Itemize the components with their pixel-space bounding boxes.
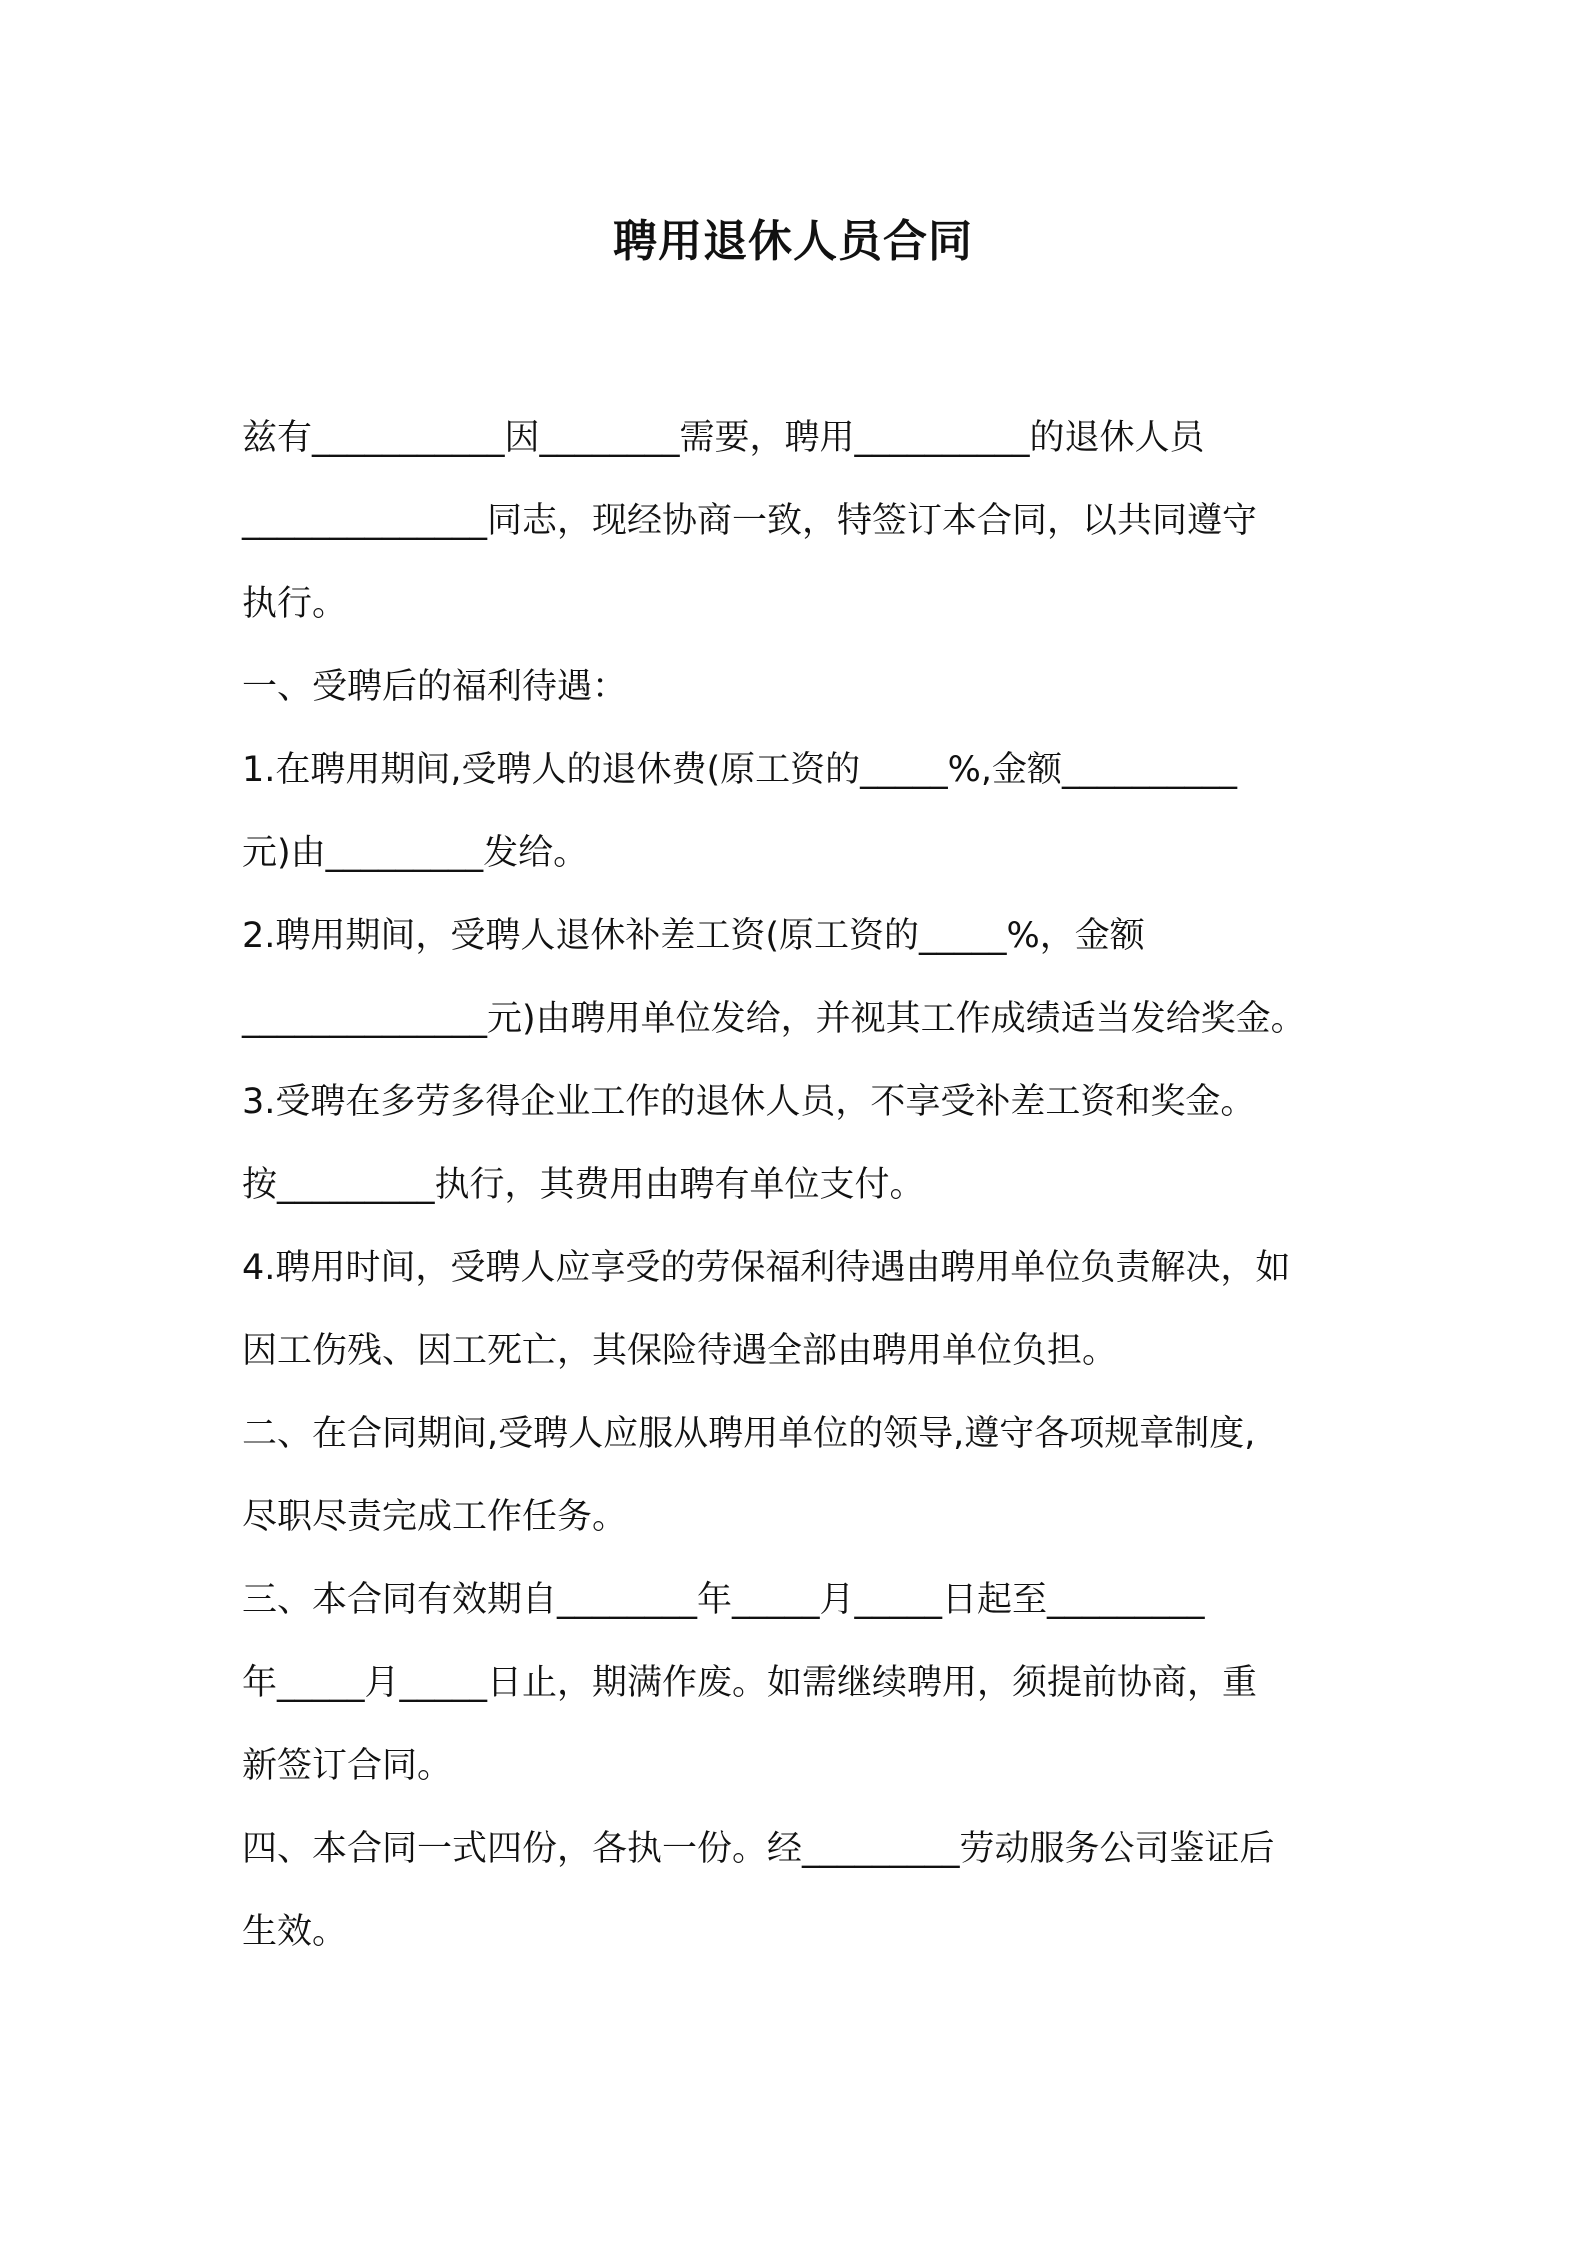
paragraph-line: 新签订合同。 bbox=[242, 1746, 453, 1786]
paragraph-line: ______________同志，现经协商一致，特签订本合同，以共同遵守 bbox=[242, 501, 1258, 541]
paragraph-line: 元)由_________发给。 bbox=[242, 833, 589, 873]
paragraph-line: 尽职尽责完成工作任务。 bbox=[242, 1497, 628, 1537]
document-title: 聘用退休人员合同 bbox=[613, 216, 973, 267]
paragraph-line: 生效。 bbox=[242, 1912, 348, 1952]
section-heading: 四、本合同一式四份，各执一份。经_________劳动服务公司鉴证后 bbox=[242, 1829, 1275, 1869]
paragraph-line: 4.聘用时间，受聘人应享受的劳保福利待遇由聘用单位负责解决，如 bbox=[242, 1248, 1291, 1288]
section-heading: 一、受聘后的福利待遇： bbox=[242, 667, 628, 707]
paragraph-line: 按_________执行，其费用由聘有单位支付。 bbox=[242, 1165, 925, 1205]
paragraph-line: ______________元)由聘用单位发给，并视其工作成绩适当发给奖金。 bbox=[242, 999, 1306, 1039]
paragraph-line: 2.聘用期间，受聘人退休补差工资(原工资的_____%，金额 bbox=[242, 916, 1145, 956]
paragraph-line: 因工伤残、因工死亡，其保险待遇全部由聘用单位负担。 bbox=[242, 1331, 1118, 1371]
paragraph-line: 1.在聘用期间,受聘人的退休费(原工资的_____%,金额__________ bbox=[242, 750, 1238, 790]
paragraph-line: 兹有___________因________需要，聘用__________的退休人员 bbox=[242, 418, 1205, 458]
section-heading: 二、在合同期间,受聘人应服从聘用单位的领导,遵守各项规章制度, bbox=[242, 1414, 1256, 1454]
paragraph-line: 3.受聘在多劳多得企业工作的退休人员，不享受补差工资和奖金。 bbox=[242, 1082, 1256, 1122]
section-heading: 三、本合同有效期自________年_____月_____日起至_________ bbox=[242, 1580, 1205, 1620]
paragraph-line: 执行。 bbox=[242, 584, 348, 624]
paragraph-line: 年_____月_____日止，期满作废。如需继续聘用，须提前协商，重 bbox=[242, 1663, 1258, 1703]
